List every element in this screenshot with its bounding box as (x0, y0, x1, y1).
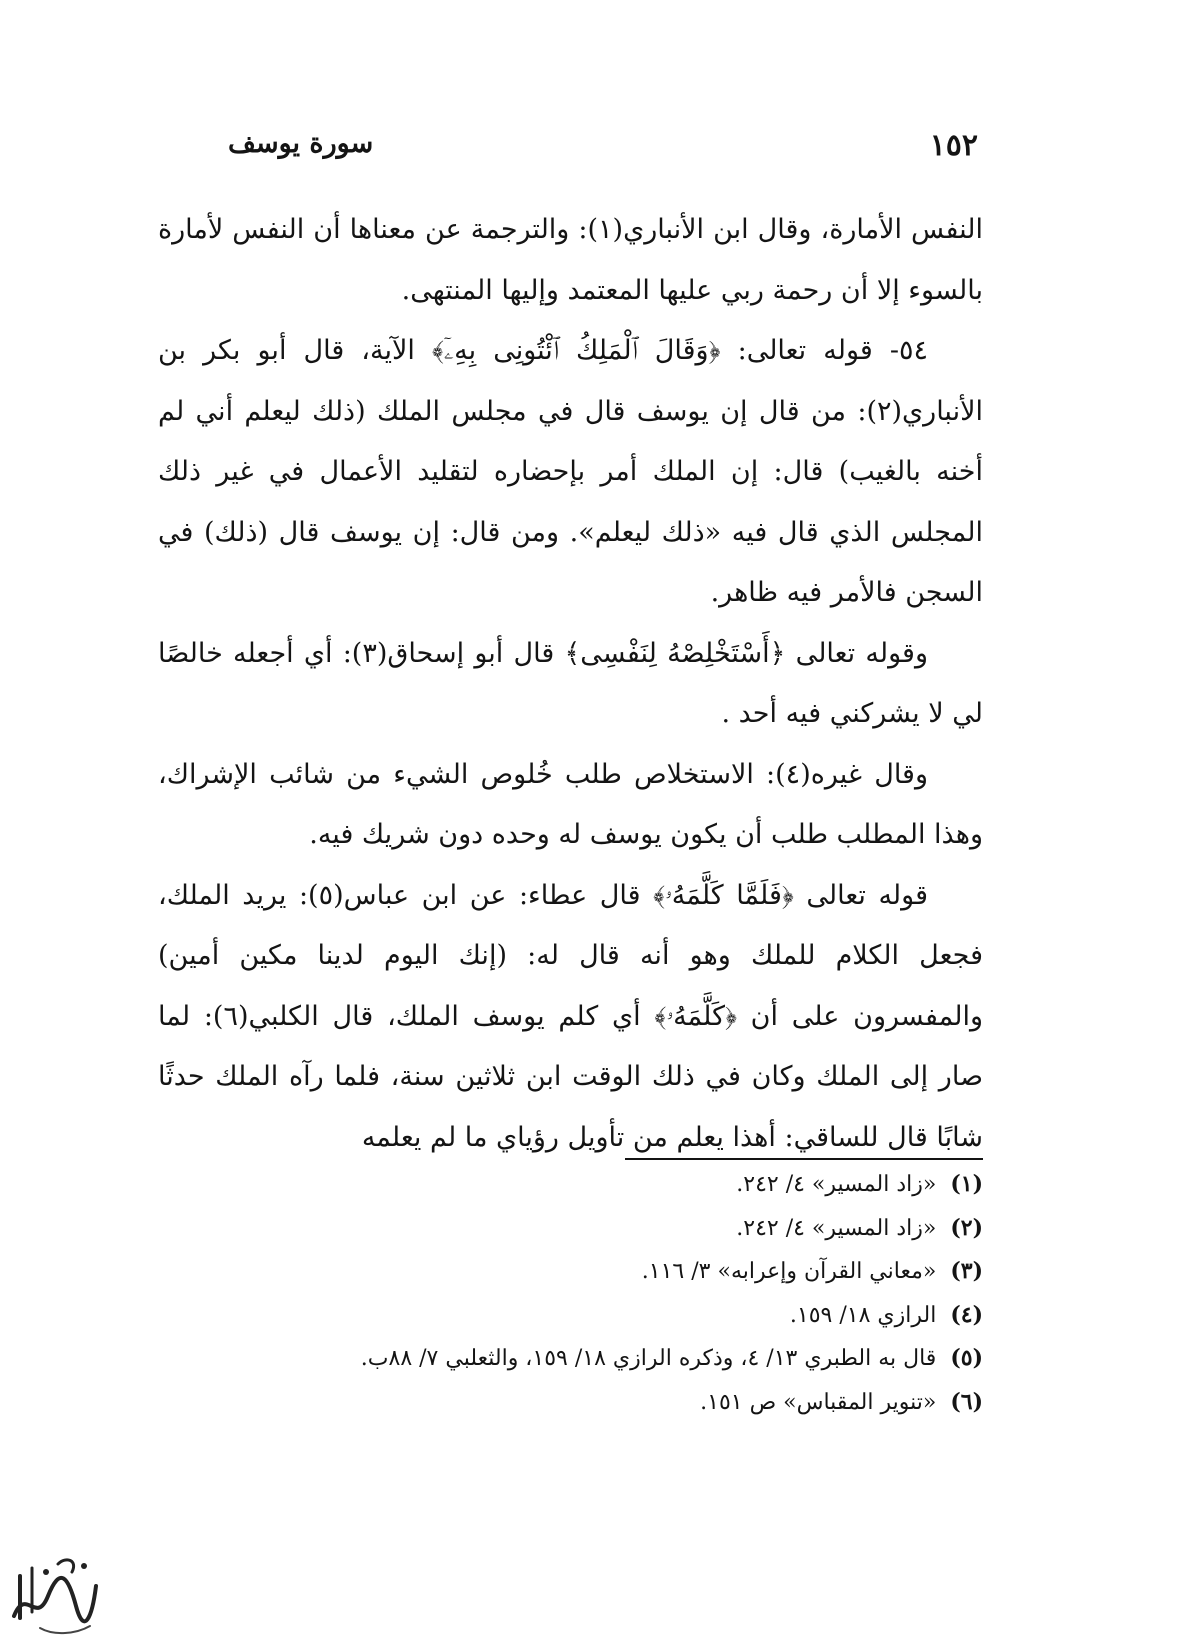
footnotes-list (200, 1163, 983, 1424)
footnote-text: الرازي ١٨/ ١٥٩. (789, 1302, 937, 1328)
footnote-divider (625, 1158, 983, 1160)
footnote (200, 1381, 983, 1425)
footnote-number: (٣) (950, 1258, 983, 1284)
footnote-text: «زاد المسير» ٤/ ٢٤٢. (736, 1215, 937, 1241)
footnote (200, 1294, 983, 1338)
footnote-number: (٦) (950, 1388, 983, 1415)
footnote (200, 1250, 983, 1294)
page-number: ١٥٢ (929, 128, 978, 163)
footnote-text: قال به الطبري ١٣/ ٤، وذكره الرازي ١٨/ ١٥٩، والثعلبي ٧/ ٨٨ب. (360, 1346, 937, 1371)
footnote-number: (٤) (950, 1301, 983, 1328)
footnote-number: (٢) (950, 1214, 983, 1241)
paragraph: وقال غيره(٤): الاستخلاص طلب خُلوص الشيء من شائب الإشراك، وهذا المطلب طلب أن يكون يوسف له وحده دون شريك فيه. (158, 758, 983, 850)
paragraph: النفس الأمارة، وقال ابن الأنباري(١): والترجمة عن معناها أن النفس لأمارة بالسوء إلا أن رحمة ربي عليها المعتمد وإليها المنتهى. (158, 214, 983, 306)
paragraph: وقوله تعالى ﴿أَسْتَخْلِصْهُ لِنَفْسِى﴾ قال أبو إسحاق(٣): أي أجعله خالصًا لي لا يشركني فيه أحد . (158, 637, 983, 729)
footnote-text: «معاني القرآن وإعرابه» ٣/ ١١٦. (641, 1259, 937, 1284)
footnote (200, 1207, 983, 1251)
footnote-text: «زاد المسير» ٤/ ٢٤٢. (736, 1172, 937, 1197)
calligraphy-logo-icon (6, 1546, 102, 1642)
surah-title: سورة يوسف (228, 128, 374, 159)
paragraph: ٥٤- قوله تعالى: ﴿وَقَالَ ٱلْمَلِكُ ٱئْتُونِى بِهِۦٓ﴾ الآية، قال أبو بكر بن الأنباري(٢): من قال إن يوسف قال في مجلس الملك (ذلك ليعلم أني لم أخنه بالغيب) قال: إن الملك أمر بإحضاره لتقليد الأعمال في غير ذلك المجلس الذي قال فيه «ذلك ليعلم». ومن قال: إن يوسف قال (ذلك) في السجن فالأمر فيه ظاهر. (158, 335, 983, 608)
footnote-number: (١) (950, 1171, 983, 1197)
footnote-number: (٥) (950, 1345, 983, 1371)
footnote (200, 1163, 983, 1207)
footnote (200, 1337, 983, 1381)
footnote-text: «تنوير المقباس» ص ١٥١. (700, 1389, 937, 1415)
page-header (228, 128, 978, 178)
main-text (158, 200, 983, 1168)
paragraph: قوله تعالى ﴿فَلَمَّا كَلَّمَهُۥ﴾ قال عطاء: عن ابن عباس(٥): يريد الملك، فجعل الكلام للملك وهو أنه قال له: (إنك اليوم لدينا مكين أمين) والمفسرون على أن ﴿كَلَّمَهُۥ﴾ أي كلم يوسف الملك، قال الكلبي(٦): لما صار إلى الملك وكان في ذلك الوقت ابن ثلاثين سنة، فلما رآه الملك حدثًا شابًا قال للساقي: أهذا يعلم من تأويل رؤياي ما لم يعلمه (158, 879, 984, 1153)
